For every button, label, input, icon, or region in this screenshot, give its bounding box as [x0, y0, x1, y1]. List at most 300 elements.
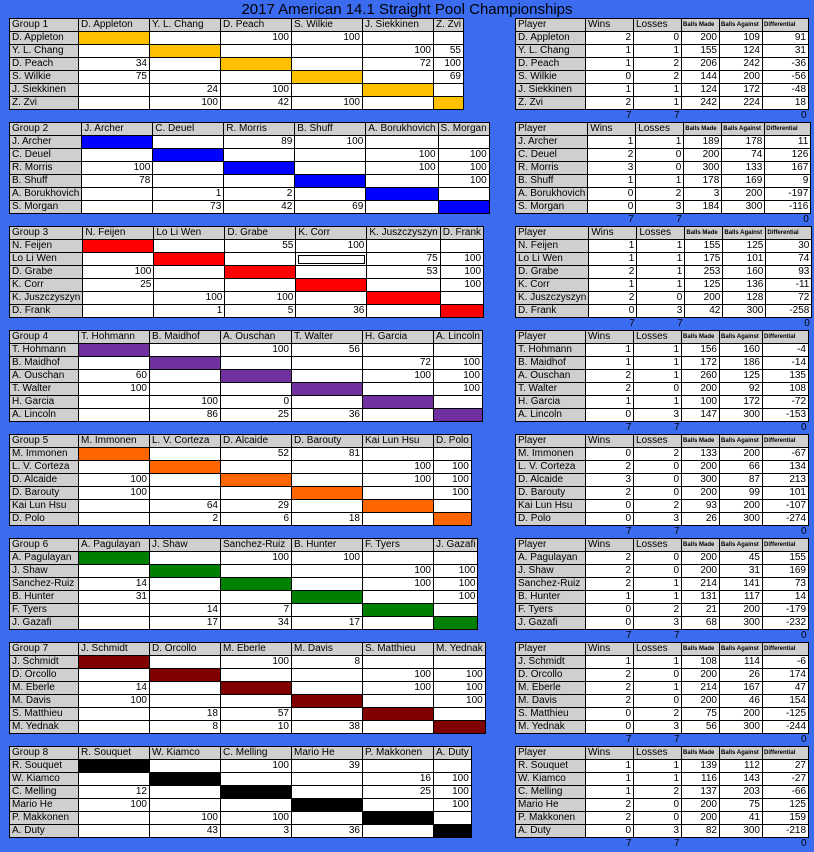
standings-header-cell[interactable]: Differential	[763, 19, 809, 32]
column-player-cell[interactable]: P. Makkonen	[363, 747, 434, 760]
standings-value-cell[interactable]: 93	[682, 500, 720, 513]
score-cell[interactable]	[366, 136, 438, 149]
standings-value-cell[interactable]: 1	[634, 45, 682, 58]
standings-value-cell[interactable]: 200	[682, 461, 720, 474]
score-cell[interactable]	[363, 591, 434, 604]
standings-value-cell[interactable]: 175	[685, 253, 723, 266]
row-player-cell[interactable]: M. Immonen	[10, 448, 79, 461]
total-losses-cell[interactable]: 7	[636, 214, 684, 227]
row-player-cell[interactable]: A. Borukhovich	[10, 188, 82, 201]
total-differential-cell[interactable]: 0	[765, 214, 811, 227]
row-player-cell[interactable]: D. Polo	[10, 513, 79, 526]
column-player-cell[interactable]: Mario He	[292, 747, 363, 760]
total-losses-cell[interactable]: 7	[637, 318, 685, 331]
standings-value-cell[interactable]: 200	[685, 292, 723, 305]
score-cell[interactable]: 100	[221, 812, 292, 825]
self-match-cell[interactable]	[440, 305, 483, 318]
standings-value-cell[interactable]: 2	[586, 695, 634, 708]
standings-value-cell[interactable]: 31	[763, 45, 809, 58]
score-cell[interactable]: 100	[363, 578, 434, 591]
standings-value-cell[interactable]: 2	[586, 565, 634, 578]
standings-value-cell[interactable]: 200	[682, 552, 720, 565]
self-match-cell[interactable]	[363, 812, 434, 825]
score-cell[interactable]	[292, 45, 363, 58]
row-player-cell[interactable]: J. Archer	[10, 136, 82, 149]
row-player-cell[interactable]: S. Wilkie	[10, 71, 79, 84]
standings-player-cell[interactable]: A. Ouschan	[516, 370, 586, 383]
standings-player-cell[interactable]: D. Grabe	[516, 266, 589, 279]
self-match-cell[interactable]	[150, 45, 221, 58]
standings-player-cell[interactable]: Mario He	[516, 799, 586, 812]
standings-value-cell[interactable]: 133	[722, 162, 765, 175]
row-player-cell[interactable]: M. Yednak	[10, 721, 79, 734]
standings-header-cell[interactable]: Differential	[763, 747, 809, 760]
row-player-cell[interactable]: H. Garcia	[10, 396, 79, 409]
score-cell[interactable]: 81	[292, 448, 363, 461]
column-player-cell[interactable]: M. Davis	[292, 643, 363, 656]
score-cell[interactable]	[440, 240, 483, 253]
standings-value-cell[interactable]: 2	[586, 669, 634, 682]
standings-header-cell[interactable]: Balls Against	[720, 539, 763, 552]
standings-value-cell[interactable]: 0	[588, 201, 636, 214]
score-cell[interactable]: 25	[83, 279, 154, 292]
standings-header-cell[interactable]: Balls Made	[682, 643, 720, 656]
score-cell[interactable]	[434, 344, 483, 357]
standings-player-cell[interactable]: J. Shaw	[516, 565, 586, 578]
standings-value-cell[interactable]: -116	[765, 201, 811, 214]
standings-value-cell[interactable]: 172	[720, 84, 763, 97]
column-player-cell[interactable]: A. Duty	[434, 747, 472, 760]
standings-value-cell[interactable]: 45	[720, 552, 763, 565]
standings-value-cell[interactable]: 41	[720, 812, 763, 825]
standings-value-cell[interactable]: 0	[634, 32, 682, 45]
total-wins-cell[interactable]: 7	[586, 526, 634, 539]
score-cell[interactable]: 18	[292, 513, 363, 526]
empty-cell[interactable]	[682, 526, 720, 539]
score-cell[interactable]	[292, 58, 363, 71]
standings-value-cell[interactable]: 31	[720, 565, 763, 578]
standings-value-cell[interactable]: 260	[682, 370, 720, 383]
self-match-cell[interactable]	[82, 136, 153, 149]
total-losses-cell[interactable]: 7	[634, 110, 682, 123]
standings-player-cell[interactable]: N. Feijen	[516, 240, 589, 253]
row-player-cell[interactable]: B. Maidhof	[10, 357, 79, 370]
score-cell[interactable]: 100	[438, 149, 489, 162]
row-player-cell[interactable]: J. Schmidt	[10, 656, 79, 669]
row-player-cell[interactable]: P. Makkonen	[10, 812, 79, 825]
score-cell[interactable]	[367, 305, 440, 318]
standings-value-cell[interactable]: 2	[586, 552, 634, 565]
score-cell[interactable]	[363, 617, 434, 630]
self-match-cell[interactable]	[434, 409, 483, 422]
standings-value-cell[interactable]: 0	[636, 162, 684, 175]
score-cell[interactable]	[363, 32, 434, 45]
standings-value-cell[interactable]: 1	[589, 279, 637, 292]
standings-value-cell[interactable]: 1	[637, 240, 685, 253]
score-cell[interactable]	[150, 578, 221, 591]
standings-header-cell[interactable]: Losses	[634, 19, 682, 32]
standings-header-cell[interactable]: Losses	[636, 123, 684, 136]
score-cell[interactable]	[221, 487, 292, 500]
score-cell[interactable]: 100	[292, 32, 363, 45]
score-cell[interactable]: 8	[150, 721, 221, 734]
standings-value-cell[interactable]: 2	[589, 292, 637, 305]
standings-value-cell[interactable]: 300	[720, 409, 763, 422]
standings-header-cell[interactable]: Wins	[586, 331, 634, 344]
self-match-cell[interactable]	[154, 253, 225, 266]
self-match-cell[interactable]	[366, 188, 438, 201]
standings-player-cell[interactable]: J. Schmidt	[516, 656, 586, 669]
self-match-cell[interactable]	[79, 552, 150, 565]
self-match-cell[interactable]	[434, 617, 478, 630]
standings-value-cell[interactable]: 200	[682, 32, 720, 45]
score-cell[interactable]	[79, 84, 150, 97]
score-cell[interactable]: 72	[363, 58, 434, 71]
column-player-cell[interactable]: J. Archer	[82, 123, 153, 136]
standings-value-cell[interactable]: 125	[723, 240, 766, 253]
group-name-cell[interactable]: Group 5	[10, 435, 79, 448]
standings-value-cell[interactable]: 2	[634, 708, 682, 721]
score-cell[interactable]: 55	[434, 45, 464, 58]
score-cell[interactable]	[79, 825, 150, 838]
self-match-cell[interactable]	[79, 344, 150, 357]
empty-cell[interactable]	[720, 422, 763, 435]
score-cell[interactable]: 100	[434, 669, 486, 682]
standings-value-cell[interactable]: 124	[720, 45, 763, 58]
standings-value-cell[interactable]: 178	[684, 175, 722, 188]
row-player-cell[interactable]: J. Gazafi	[10, 617, 79, 630]
standings-header-cell[interactable]: Balls Against	[720, 747, 763, 760]
standings-value-cell[interactable]: 3	[636, 201, 684, 214]
score-cell[interactable]	[221, 461, 292, 474]
score-cell[interactable]	[292, 786, 363, 799]
column-player-cell[interactable]: D. Appleton	[79, 19, 150, 32]
score-cell[interactable]: 100	[292, 552, 363, 565]
empty-cell[interactable]	[516, 110, 586, 123]
score-cell[interactable]	[295, 149, 366, 162]
score-cell[interactable]	[154, 266, 225, 279]
standings-header-cell[interactable]: Differential	[763, 539, 809, 552]
standings-value-cell[interactable]: 200	[722, 188, 765, 201]
standings-value-cell[interactable]: 167	[765, 162, 811, 175]
empty-cell[interactable]	[516, 630, 586, 643]
standings-value-cell[interactable]: 2	[586, 370, 634, 383]
score-cell[interactable]	[150, 695, 221, 708]
score-cell[interactable]	[83, 253, 154, 266]
score-cell[interactable]	[150, 591, 221, 604]
row-player-cell[interactable]: A. Pagulayan	[10, 552, 79, 565]
score-cell[interactable]	[221, 695, 292, 708]
standings-header-cell[interactable]: Losses	[637, 227, 685, 240]
standings-header-cell[interactable]: Losses	[634, 539, 682, 552]
score-cell[interactable]	[363, 656, 434, 669]
standings-player-cell[interactable]: D. Frank	[516, 305, 589, 318]
standings-value-cell[interactable]: 3	[634, 721, 682, 734]
score-cell[interactable]: 25	[221, 409, 292, 422]
standings-header-cell[interactable]: Wins	[586, 643, 634, 656]
score-cell[interactable]: 69	[295, 201, 366, 214]
standings-header-cell[interactable]: Player	[516, 747, 586, 760]
standings-value-cell[interactable]: 1	[589, 240, 637, 253]
standings-player-cell[interactable]: J. Siekkinen	[516, 84, 586, 97]
score-cell[interactable]	[221, 71, 292, 84]
score-cell[interactable]: 31	[79, 591, 150, 604]
column-player-cell[interactable]: M. Eberle	[221, 643, 292, 656]
standings-value-cell[interactable]: 2	[634, 58, 682, 71]
score-cell[interactable]	[363, 487, 434, 500]
column-player-cell[interactable]: H. Garcia	[363, 331, 434, 344]
score-cell[interactable]: 36	[292, 825, 363, 838]
row-player-cell[interactable]: R. Morris	[10, 162, 82, 175]
score-cell[interactable]: 100	[434, 591, 478, 604]
standings-value-cell[interactable]: 300	[720, 825, 763, 838]
standings-value-cell[interactable]: 200	[682, 812, 720, 825]
standings-value-cell[interactable]: -66	[763, 786, 809, 799]
score-cell[interactable]: 100	[438, 175, 489, 188]
column-player-cell[interactable]: D. Barouty	[292, 435, 363, 448]
standings-header-cell[interactable]: Balls Against	[720, 643, 763, 656]
standings-value-cell[interactable]: 0	[586, 71, 634, 84]
standings-value-cell[interactable]: 0	[586, 708, 634, 721]
score-cell[interactable]	[367, 240, 440, 253]
column-player-cell[interactable]: T. Walter	[292, 331, 363, 344]
row-player-cell[interactable]: R. Souquet	[10, 760, 79, 773]
column-player-cell[interactable]: S. Morgan	[438, 123, 489, 136]
standings-value-cell[interactable]: 93	[766, 266, 812, 279]
column-player-cell[interactable]: D. Orcollo	[150, 643, 221, 656]
score-cell[interactable]	[79, 409, 150, 422]
column-player-cell[interactable]: K. Corr	[296, 227, 367, 240]
row-player-cell[interactable]: T. Hohmann	[10, 344, 79, 357]
row-player-cell[interactable]: A. Duty	[10, 825, 79, 838]
score-cell[interactable]	[292, 669, 363, 682]
row-player-cell[interactable]: K. Corr	[10, 279, 83, 292]
score-cell[interactable]	[150, 344, 221, 357]
self-match-cell[interactable]	[221, 578, 292, 591]
standings-header-cell[interactable]: Player	[516, 19, 586, 32]
score-cell[interactable]	[363, 97, 434, 110]
standings-value-cell[interactable]: 0	[634, 799, 682, 812]
standings-value-cell[interactable]: 167	[720, 682, 763, 695]
score-cell[interactable]: 100	[82, 162, 153, 175]
score-cell[interactable]	[292, 773, 363, 786]
standings-header-cell[interactable]: Balls Made	[682, 539, 720, 552]
self-match-cell[interactable]	[150, 357, 221, 370]
standings-value-cell[interactable]: 117	[720, 591, 763, 604]
standings-value-cell[interactable]: 56	[682, 721, 720, 734]
standings-value-cell[interactable]: 154	[763, 695, 809, 708]
standings-value-cell[interactable]: 21	[682, 604, 720, 617]
score-cell[interactable]: 100	[440, 279, 483, 292]
row-player-cell[interactable]: M. Eberle	[10, 682, 79, 695]
standings-value-cell[interactable]: 136	[723, 279, 766, 292]
column-player-cell[interactable]: J. Siekkinen	[363, 19, 434, 32]
self-match-cell[interactable]	[292, 591, 363, 604]
standings-value-cell[interactable]: 206	[682, 58, 720, 71]
standings-value-cell[interactable]: 135	[763, 370, 809, 383]
row-player-cell[interactable]: B. Hunter	[10, 591, 79, 604]
standings-value-cell[interactable]: -244	[763, 721, 809, 734]
standings-value-cell[interactable]: 172	[720, 396, 763, 409]
standings-value-cell[interactable]: 9	[765, 175, 811, 188]
score-cell[interactable]: 43	[150, 825, 221, 838]
standings-value-cell[interactable]: 2	[586, 487, 634, 500]
standings-value-cell[interactable]: 2	[586, 578, 634, 591]
column-player-cell[interactable]: Y. L. Chang	[150, 19, 221, 32]
standings-value-cell[interactable]: 0	[588, 188, 636, 201]
standings-value-cell[interactable]: 126	[765, 149, 811, 162]
column-player-cell[interactable]: F. Tyers	[363, 539, 434, 552]
score-cell[interactable]	[363, 409, 434, 422]
standings-value-cell[interactable]: 1	[637, 279, 685, 292]
row-player-cell[interactable]: M. Davis	[10, 695, 79, 708]
standings-value-cell[interactable]: 160	[723, 266, 766, 279]
total-differential-cell[interactable]: 0	[763, 422, 809, 435]
standings-value-cell[interactable]: 2	[586, 461, 634, 474]
standings-value-cell[interactable]: 0	[634, 552, 682, 565]
score-cell[interactable]: 100	[434, 58, 464, 71]
score-cell[interactable]	[221, 565, 292, 578]
row-player-cell[interactable]: F. Tyers	[10, 604, 79, 617]
column-player-cell[interactable]: R. Morris	[224, 123, 295, 136]
score-cell[interactable]	[82, 149, 153, 162]
standings-value-cell[interactable]: 155	[682, 45, 720, 58]
standings-value-cell[interactable]: 68	[682, 617, 720, 630]
standings-value-cell[interactable]: 300	[682, 474, 720, 487]
standings-value-cell[interactable]: 0	[586, 604, 634, 617]
empty-cell[interactable]	[516, 734, 586, 747]
standings-value-cell[interactable]: 1	[637, 253, 685, 266]
column-player-cell[interactable]: J. Schmidt	[79, 643, 150, 656]
score-cell[interactable]	[83, 292, 154, 305]
self-match-cell[interactable]	[367, 292, 440, 305]
standings-value-cell[interactable]: -27	[763, 773, 809, 786]
score-cell[interactable]: 24	[150, 84, 221, 97]
score-cell[interactable]	[150, 448, 221, 461]
standings-value-cell[interactable]: 131	[682, 591, 720, 604]
standings-value-cell[interactable]: 0	[586, 500, 634, 513]
standings-value-cell[interactable]: 300	[720, 721, 763, 734]
score-cell[interactable]: 17	[150, 617, 221, 630]
standings-value-cell[interactable]: 2	[634, 448, 682, 461]
total-differential-cell[interactable]: 0	[763, 838, 809, 851]
standings-header-cell[interactable]: Losses	[634, 643, 682, 656]
score-cell[interactable]	[434, 604, 478, 617]
score-cell[interactable]: 7	[221, 604, 292, 617]
standings-value-cell[interactable]: 1	[634, 591, 682, 604]
score-cell[interactable]: 100	[438, 162, 489, 175]
score-cell[interactable]	[434, 84, 464, 97]
self-match-cell[interactable]	[295, 175, 366, 188]
standings-value-cell[interactable]: 253	[685, 266, 723, 279]
score-cell[interactable]: 100	[434, 487, 472, 500]
standings-value-cell[interactable]: 1	[634, 97, 682, 110]
column-player-cell[interactable]: D. Grabe	[225, 227, 296, 240]
column-player-cell[interactable]: C. Melling	[221, 747, 292, 760]
standings-value-cell[interactable]: 1	[586, 396, 634, 409]
score-cell[interactable]	[79, 604, 150, 617]
standings-value-cell[interactable]: 100	[682, 396, 720, 409]
total-wins-cell[interactable]: 7	[586, 422, 634, 435]
standings-player-cell[interactable]: B. Shuff	[516, 175, 588, 188]
standings-value-cell[interactable]: 1	[586, 591, 634, 604]
standings-value-cell[interactable]: 101	[763, 487, 809, 500]
score-cell[interactable]	[150, 370, 221, 383]
score-cell[interactable]	[292, 461, 363, 474]
standings-value-cell[interactable]: 2	[586, 799, 634, 812]
row-player-cell[interactable]: B. Shuff	[10, 175, 82, 188]
column-player-cell[interactable]: A. Lincoln	[434, 331, 483, 344]
score-cell[interactable]	[150, 474, 221, 487]
score-cell[interactable]	[221, 383, 292, 396]
standings-value-cell[interactable]: 242	[720, 58, 763, 71]
column-player-cell[interactable]: D. Frank	[440, 227, 483, 240]
score-cell[interactable]	[79, 669, 150, 682]
score-cell[interactable]	[292, 396, 363, 409]
self-match-cell[interactable]	[363, 708, 434, 721]
total-differential-cell[interactable]: 0	[763, 110, 809, 123]
score-cell[interactable]	[154, 240, 225, 253]
standings-value-cell[interactable]: 1	[586, 760, 634, 773]
score-cell[interactable]: 100	[434, 799, 472, 812]
standings-value-cell[interactable]: 3	[634, 617, 682, 630]
standings-player-cell[interactable]: C. Deuel	[516, 149, 588, 162]
score-cell[interactable]	[79, 708, 150, 721]
score-cell[interactable]	[363, 513, 434, 526]
score-cell[interactable]: 100	[79, 695, 150, 708]
standings-value-cell[interactable]: 1	[586, 786, 634, 799]
standings-value-cell[interactable]: 0	[634, 695, 682, 708]
standings-value-cell[interactable]: 203	[720, 786, 763, 799]
score-cell[interactable]	[363, 383, 434, 396]
standings-value-cell[interactable]: 0	[586, 513, 634, 526]
score-cell[interactable]: 100	[221, 552, 292, 565]
score-cell[interactable]	[79, 45, 150, 58]
score-cell[interactable]	[363, 71, 434, 84]
self-match-cell[interactable]	[150, 669, 221, 682]
standings-value-cell[interactable]: 0	[634, 812, 682, 825]
empty-cell[interactable]	[516, 214, 588, 227]
total-losses-cell[interactable]: 7	[634, 630, 682, 643]
row-player-cell[interactable]: A. Lincoln	[10, 409, 79, 422]
standings-value-cell[interactable]: -14	[763, 357, 809, 370]
self-match-cell[interactable]	[292, 799, 363, 812]
empty-cell[interactable]	[720, 526, 763, 539]
score-cell[interactable]: 100	[366, 162, 438, 175]
standings-header-cell[interactable]: Balls Against	[720, 19, 763, 32]
standings-value-cell[interactable]: 1	[636, 136, 684, 149]
standings-header-cell[interactable]: Balls Against	[722, 123, 765, 136]
score-cell[interactable]	[292, 604, 363, 617]
score-cell[interactable]: 8	[292, 656, 363, 669]
standings-value-cell[interactable]: 200	[720, 71, 763, 84]
total-wins-cell[interactable]: 7	[586, 734, 634, 747]
score-cell[interactable]	[224, 175, 295, 188]
column-player-cell[interactable]: Kai Lun Hsu	[363, 435, 434, 448]
standings-value-cell[interactable]: 2	[586, 97, 634, 110]
score-cell[interactable]	[79, 396, 150, 409]
self-match-cell[interactable]	[153, 149, 224, 162]
empty-cell[interactable]	[722, 214, 765, 227]
column-player-cell[interactable]: D. Alcaide	[221, 435, 292, 448]
standings-value-cell[interactable]: 0	[634, 669, 682, 682]
score-cell[interactable]: 100	[221, 32, 292, 45]
total-wins-cell[interactable]: 7	[586, 630, 634, 643]
score-cell[interactable]	[221, 773, 292, 786]
score-cell[interactable]	[367, 279, 440, 292]
standings-value-cell[interactable]: 0	[634, 487, 682, 500]
score-cell[interactable]: 2	[224, 188, 295, 201]
